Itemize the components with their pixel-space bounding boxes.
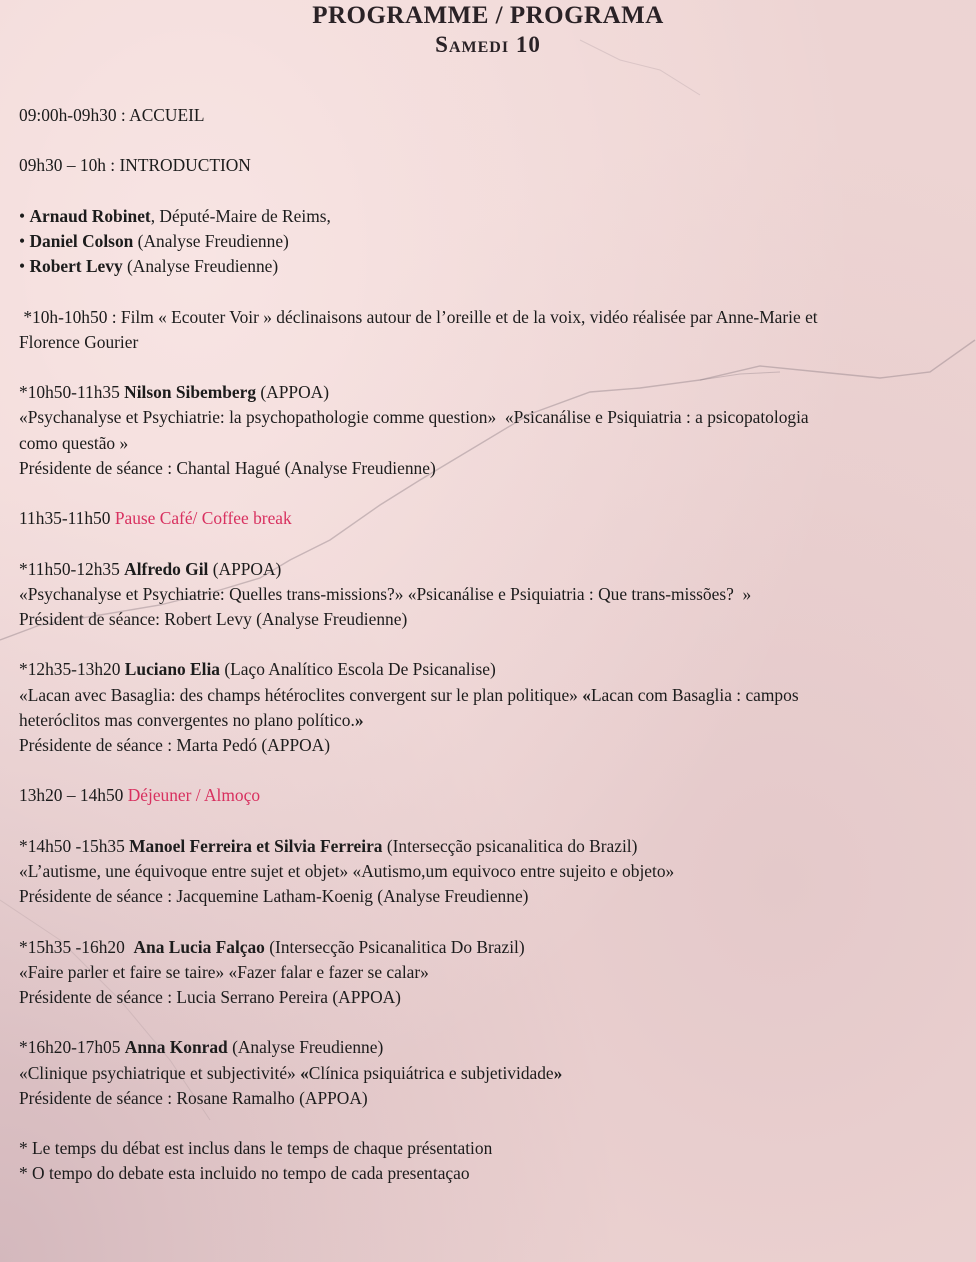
session-title: «Faire parler et faire se taire» «Fazer falar e fazer se calar» — [19, 961, 429, 982]
session-header: *12h35-13h20 Luciano Elia (Laço Analítico Escola De Psicanalise) — [19, 659, 496, 680]
footnote: * O tempo do debate esta incluido no tempo de cada presentaçao — [19, 1163, 470, 1184]
page-title: PROGRAMME / PROGRAMA — [312, 2, 664, 29]
session-chair: Présidente de séance : Lucia Serrano Pereira (APPOA) — [19, 986, 401, 1007]
speaker-name: Arnaud Robinet — [29, 205, 151, 226]
film-line: *10h-10h50 : Film « Ecouter Voir » déclinaisons autour de l’oreille et de la voix, vidéo réalisée par Anne-Marie et — [19, 306, 818, 327]
film-line: Florence Gourier — [19, 331, 139, 352]
speaker-name: Ana Lucia Falçao — [133, 936, 265, 957]
intro-speaker: • Arnaud Robinet, Député-Maire de Reims, — [19, 205, 331, 226]
session-header: *11h50-12h35 Alfredo Gil (APPOA) — [19, 558, 282, 579]
session-title: heteróclitos mas convergentes no plano político.» — [19, 709, 364, 730]
session-header: *10h50-11h35 Nilson Sibemberg (APPOA) — [19, 382, 329, 403]
speaker-name: Daniel Colson — [29, 230, 134, 251]
intro-speaker: • Daniel Colson (Analyse Freudienne) — [19, 230, 289, 251]
session-header: *14h50 -15h35 Manoel Ferreira et Silvia Ferreira (Intersecção psicanalitica do Brazil) — [19, 835, 638, 856]
session-chair: Président de séance: Robert Levy (Analyse Freudienne) — [19, 608, 408, 629]
session-title: «Psychanalyse et Psychiatrie: la psychopathologie comme question» «Psicanálise e Psiquiatria : a psicopatologia — [19, 407, 809, 428]
programme-body — [19, 103, 954, 1187]
pause-label: Pause Café/ Coffee break — [114, 508, 292, 529]
footnote: * Le temps du débat est inclus dans le temps de chaque présentation — [19, 1138, 493, 1159]
lunch-line: 13h20 – 14h50 Déjeuner / Almoço — [19, 785, 261, 806]
page-subtitle: Samedi 10 — [435, 32, 541, 57]
speaker-name: Nilson Sibemberg — [124, 382, 257, 403]
session-header: *16h20-17h05 Anna Konrad (Analyse Freudienne) — [19, 1037, 384, 1058]
session-title: «Clinique psychiatrique et subjectivité» «Clínica psiquiátrica e subjetividade» — [19, 1062, 563, 1083]
session-chair: Présidente de séance : Marta Pedó (APPOA) — [19, 734, 331, 755]
speaker-name: Luciano Elia — [124, 659, 220, 680]
speaker-name: Anna Konrad — [124, 1037, 228, 1058]
speaker-name: Alfredo Gil — [124, 558, 209, 579]
session-title: «Psychanalyse et Psychiatrie: Quelles trans-missions?» «Psicanálise e Psiquiatria : Que trans-missões? » — [19, 583, 752, 604]
session-title: como questão » — [19, 432, 129, 453]
intro-speaker: • Robert Levy (Analyse Freudienne) — [19, 256, 279, 277]
session-chair: Présidente de séance : Rosane Ramalho (APPOA) — [19, 1087, 368, 1108]
session-chair: Présidente de séance : Jacquemine Latham-Koenig (Analyse Freudienne) — [19, 886, 529, 907]
lunch-label: Déjeuner / Almoço — [127, 785, 261, 806]
session-header: *15h35 -16h20 Ana Lucia Falçao (Intersecção Psicanalitica Do Brazil) — [19, 936, 525, 957]
speaker-name: Manoel Ferreira et Silvia Ferreira — [129, 835, 383, 856]
speaker-name: Robert Levy — [29, 256, 123, 277]
session-title: «Lacan avec Basaglia: des champs hétéroclites convergent sur le plan politique» «Lacan com Basaglia : campos — [19, 684, 799, 705]
session-title: «L’autisme, une équivoque entre sujet et objet» «Autismo,um equivoco entre sujeito e objeto» — [19, 860, 675, 881]
accueil-line: 09:00h-09h30 : ACCUEIL — [19, 105, 205, 125]
page-header — [0, 0, 976, 58]
pause-line: 11h35-11h50 Pause Café/ Coffee break — [19, 508, 292, 529]
session-chair: Présidente de séance : Chantal Hagué (Analyse Freudienne) — [19, 457, 436, 478]
introduction-line: 09h30 – 10h : INTRODUCTION — [19, 155, 251, 176]
